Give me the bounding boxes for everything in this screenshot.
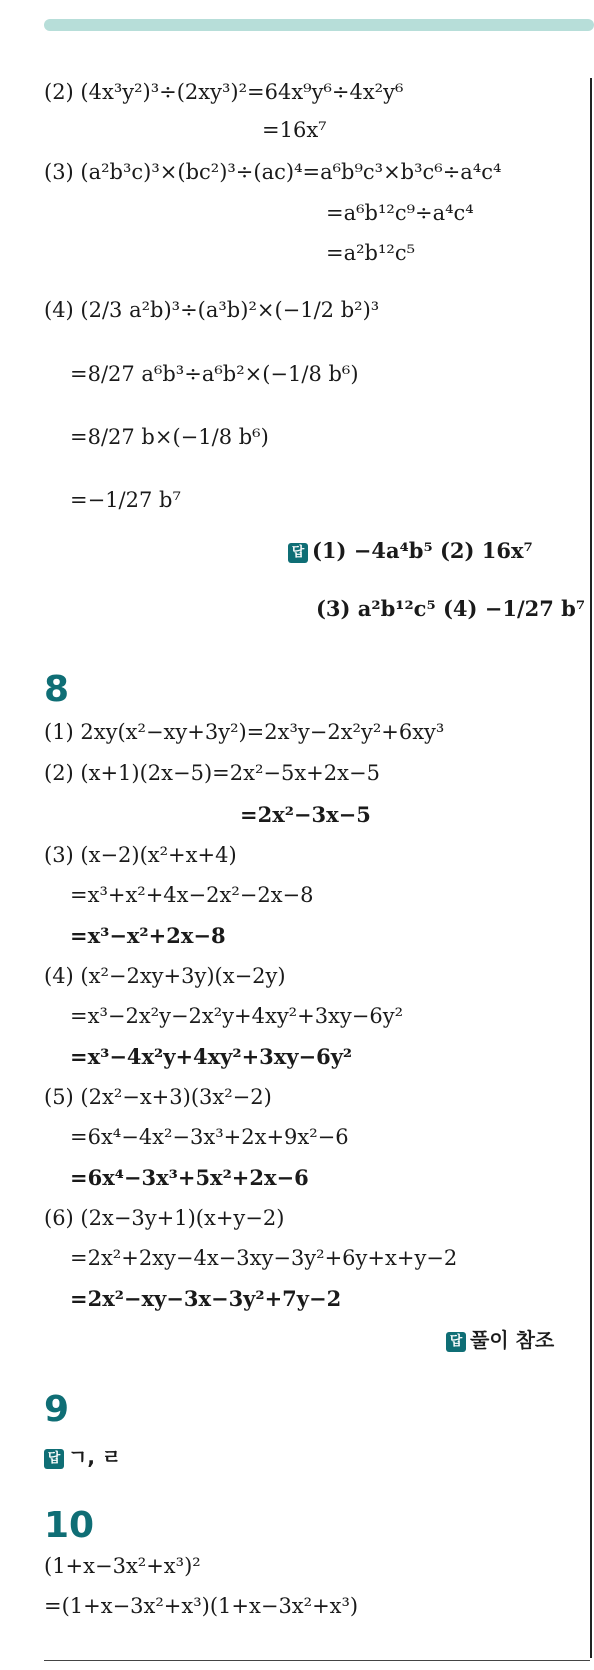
math-line: =x³+x²+4x−2x²−2x−8 (70, 883, 314, 907)
math-line: (4) (2/3 a²b)³÷(a³b)²×(−1/2 b²)³ (44, 298, 380, 322)
math-line: =(1+x−3x²+x³)(1+x−3x²+x³) (44, 1594, 359, 1618)
math-line: =−1/27 b⁷ (70, 488, 181, 512)
math-line: (6) (2x−3y+1)(x+y−2) (44, 1206, 285, 1230)
section-number-8: 8 (44, 669, 70, 710)
bottom-rule (44, 1660, 590, 1661)
math-line: =16x⁷ (262, 118, 327, 142)
math-line: (3) (x−2)(x²+x+4) (44, 843, 237, 867)
math-line: =a²b¹²c⁵ (326, 241, 415, 265)
answer-badge: 답 (446, 1332, 466, 1352)
answer-7-text2: (3) a²b¹²c⁵ (4) −1/27 b⁷ (316, 596, 586, 621)
math-line: =2x²+2xy−4x−3xy−3y²+6y+x+y−2 (70, 1246, 458, 1270)
math-line: (1+x−3x²+x³)² (44, 1554, 201, 1578)
section-number-10: 10 (44, 1505, 95, 1546)
top-decor-bar (44, 19, 594, 31)
answer-7-line1 (288, 540, 533, 563)
math-line: =8/27 b×(−1/8 b⁶) (70, 425, 269, 449)
math-line: =x³−4x²y+4xy²+3xy−6y² (70, 1044, 353, 1069)
answer-9-text: ㄱ, ㄹ (68, 1445, 122, 1469)
answer-badge: 답 (288, 543, 308, 563)
math-line: (2) (x+1)(2x−5)=2x²−5x+2x−5 (44, 761, 380, 785)
math-line: =6x⁴−3x³+5x²+2x−6 (70, 1165, 309, 1190)
math-line: =2x²−xy−3x−3y²+7y−2 (70, 1286, 342, 1311)
math-line: (1) 2xy(x²−xy+3y²)=2x³y−2x²y²+6xy³ (44, 720, 445, 744)
math-line: (3) (a²b³c)³×(bc²)³÷(ac)⁴=a⁶b⁹c³×b³c⁶÷a⁴c⁴ (44, 160, 502, 184)
math-line: =x³−x²+2x−8 (70, 923, 226, 948)
math-line: =8/27 a⁶b³÷a⁶b²×(−1/8 b⁶) (70, 362, 359, 386)
math-line: =6x⁴−4x²−3x³+2x+9x²−6 (70, 1125, 349, 1149)
answer-8 (446, 1329, 554, 1352)
math-line: =2x²−3x−5 (240, 802, 371, 827)
answer-8-text: 풀이 참조 (470, 1328, 555, 1352)
math-line: =a⁶b¹²c⁹÷a⁴c⁴ (326, 201, 474, 225)
math-line: (2) (4x³y²)³÷(2xy³)²=64x⁹y⁶÷4x²y⁶ (44, 80, 404, 104)
answer-7-line2 (316, 598, 585, 619)
answer-7-text1: (1) −4a⁴b⁵ (2) 16x⁷ (312, 538, 533, 563)
math-line: (4) (x²−2xy+3y)(x−2y) (44, 964, 286, 988)
math-line: =x³−2x²y−2x²y+4xy²+3xy−6y² (70, 1004, 404, 1028)
answer-9 (44, 1446, 121, 1469)
section-number-9: 9 (44, 1389, 70, 1430)
math-line: (5) (2x²−x+3)(3x²−2) (44, 1085, 272, 1109)
right-margin-rule (590, 78, 592, 1658)
answer-badge: 답 (44, 1449, 64, 1469)
